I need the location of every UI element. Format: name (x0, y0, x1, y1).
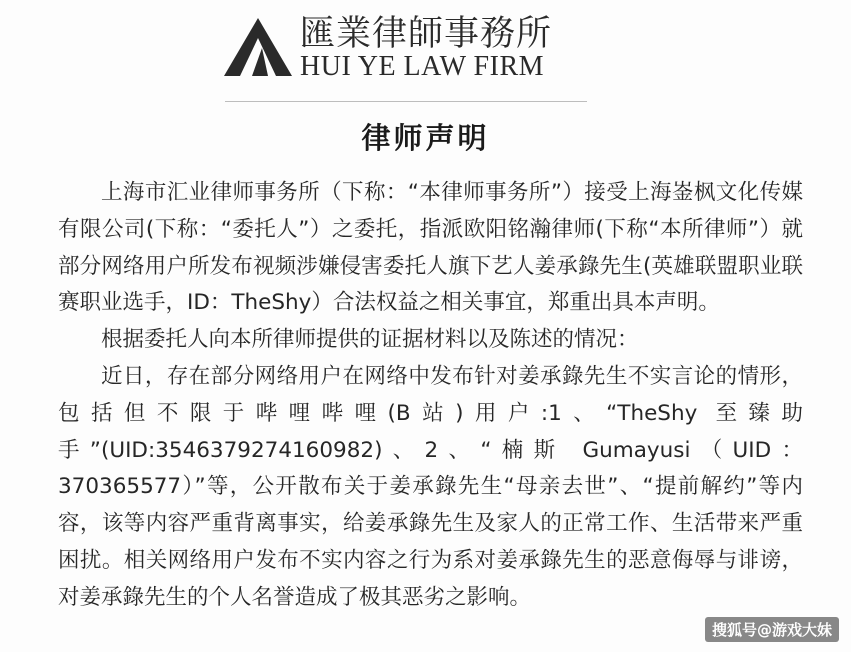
letterhead-divider (225, 101, 587, 102)
paragraph-basis: 根据委托人向本所律师提供的证据材料以及陈述的情况： (101, 327, 639, 353)
firm-logo-icon (222, 16, 294, 78)
document-body (58, 175, 803, 617)
paragraph-facts: 近日，存在部分网络用户在网络中发布针对姜承錄先生不实言论的情形，包括但不限于哔哩哔哩(B站)用户:1、“TheShy 至臻助手”(UID:3546379274160982)、2、“楠斯 Gumayusi（UID：370365577）”等，公开散布关于姜承錄先生“母亲去世”、“提前解约”等内容，该等内容严重背离事实，给姜承錄先生及家人的正常工作、生活带来严重困扰。相关网络用户发布不实内容之行为系对姜承錄先生的恶意侮辱与诽谤，对姜承錄先生的个人名誉造成了极其恶劣之影响。 (58, 363, 803, 610)
document-title: 律师声明 (361, 121, 490, 155)
firm-name-english: HUI YE LAW FIRM (300, 51, 545, 82)
paragraph-intro: 上海市汇业律师事务所（下称：“本律师事务所”）接受上海崟枫文化传媒有限公司(下称：“委托人”）之委托，指派欧阳铭瀚律师(下称“本所律师”）就部分网络用户所发布视频涉嫌侵害委托人旗下艺人姜承錄先生(英雄联盟职业联赛职业选手，ID：TheShy）合法权益之相关事宜，郑重出具本声明。 (58, 180, 803, 316)
firm-name-chinese: 匯業律師事務所 (300, 14, 553, 54)
source-watermark: 搜狐号@游戏大妹 (705, 617, 839, 642)
